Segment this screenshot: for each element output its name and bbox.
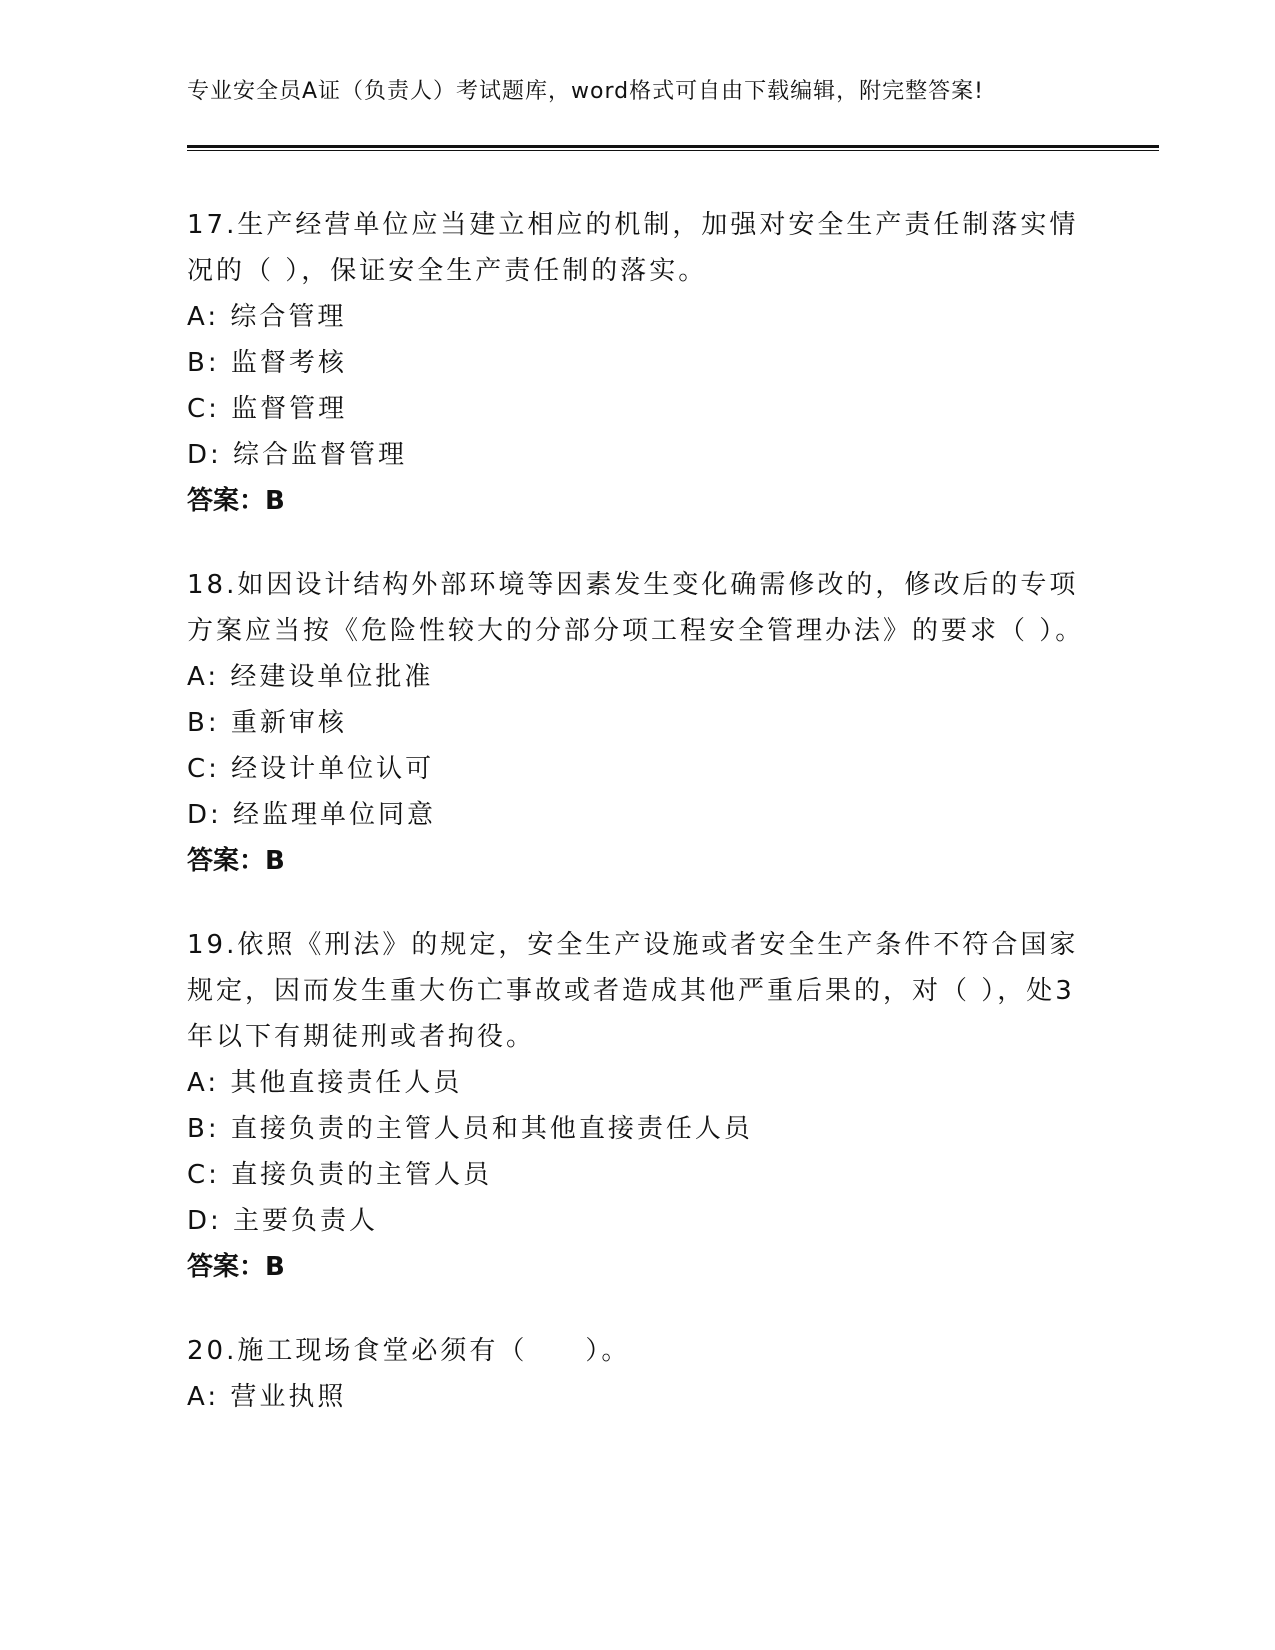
question-20	[187, 1328, 1087, 1420]
option-b: B: 监督考核	[187, 348, 347, 378]
question-19	[187, 922, 1087, 1290]
option-a: A: 经建设单位批准	[187, 662, 434, 692]
question-stem: 20.施工现场食堂必须有（ ）。	[187, 1336, 631, 1366]
option-b: B: 重新审核	[187, 708, 347, 738]
header-divider-thick	[187, 145, 1159, 148]
question-stem: 17.生产经营单位应当建立相应的机制，加强对安全生产责任制落实情况的（ ），保证安全生产责任制的落实。	[187, 210, 1079, 286]
option-b: B: 直接负责的主管人员和其他直接责任人员	[187, 1114, 753, 1144]
option-c: C: 监督管理	[187, 394, 348, 424]
question-17	[187, 202, 1087, 524]
answer: 答案：B	[187, 846, 285, 876]
header-divider-thin	[187, 150, 1159, 151]
answer: 答案：B	[187, 1252, 285, 1282]
option-c: C: 直接负责的主管人员	[187, 1160, 493, 1190]
option-a: A: 综合管理	[187, 302, 347, 332]
option-d: D: 主要负责人	[187, 1206, 379, 1236]
question-stem: 18.如因设计结构外部环境等因素发生变化确需修改的，修改后的专项方案应当按《危险性较大的分部分项工程安全管理办法》的要求（ ）。	[187, 570, 1085, 646]
answer: 答案：B	[187, 486, 285, 516]
option-c: C: 经设计单位认可	[187, 754, 435, 784]
question-18	[187, 562, 1087, 884]
question-stem: 19.依照《刑法》的规定，安全生产设施或者安全生产条件不符合国家规定，因而发生重大伤亡事故或者造成其他严重后果的，对（ ），处3年以下有期徒刑或者拘役。	[187, 930, 1079, 1052]
question-list	[187, 202, 1087, 1458]
option-a: A: 其他直接责任人员	[187, 1068, 463, 1098]
option-a: A: 营业执照	[187, 1382, 347, 1412]
option-d: D: 经监理单位同意	[187, 800, 437, 830]
option-d: D: 综合监督管理	[187, 440, 408, 470]
page-header: 专业安全员A证（负责人）考试题库，word格式可自由下载编辑，附完整答案!	[187, 79, 984, 104]
